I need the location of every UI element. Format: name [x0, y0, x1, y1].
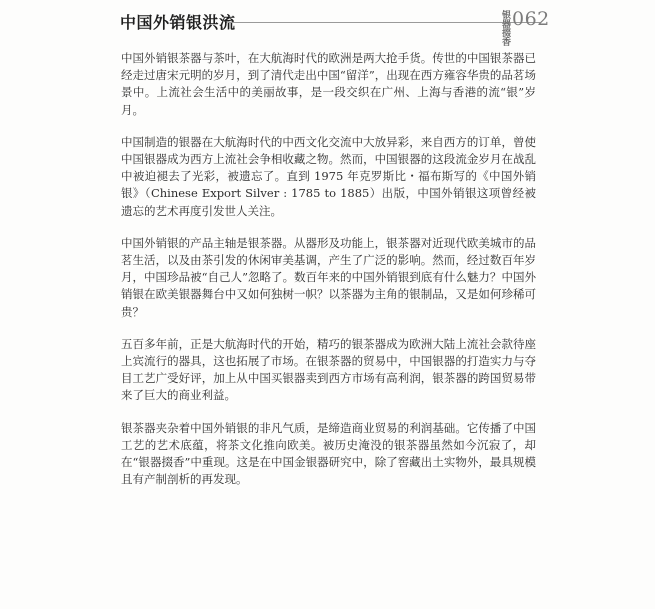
section-title: 中国外销银洪流: [120, 13, 236, 32]
paragraph: 中国制造的银器在大航海时代的中西文化交流中大放异彩，来自西方的订单，曾使中国银器成为西方上流社会争相收藏之物。然而，中国银器的这段流金岁月在战乱中被迫褪去了光彩，被遗忘了。直到 1975 年克罗斯比・福布斯写的《中国外销银》（Chinese Export Silver : 1785 to 1885）出版，中国外销银这项曾经被遗忘的艺术再度引发世人关注。: [121, 134, 536, 218]
running-head-label: 银器掇香: [500, 10, 510, 46]
paragraph: 银茶器夹杂着中国外销银的非凡气质，是缔造商业贸易的利润基础。它传播了中国工艺的艺术底蕴，将茶文化推向欧美。被历史淹没的银茶器虽然如今沉寂了，却在“银器掇香”中重现。这是在中国金银器研究中，除了窖藏出土实物外，最具规模且有产制剖析的再发现。: [121, 420, 536, 487]
page-header: [110, 10, 540, 34]
paragraph: 中国外销银的产品主轴是银茶器。从器形及功能上，银茶器对近现代欧美城市的品茗生活，以及由茶引发的休闲审美基调，产生了广泛的影响。然而，经过数百年岁月，中国珍品被“自己人”忽略了。数百年来的中国外销银到底有什么魅力？中国外销银在欧美银器舞台中又如何独树一帜？以茶器为主角的银制品，又是如何珍稀可贵？: [121, 235, 536, 319]
paragraph: 中国外销银茶器与茶叶，在大航海时代的欧洲是两大抢手货。传世的中国银茶器已经走过唐宋元明的岁月，到了清代走出中国“留洋”，出现在西方雍容华贵的品茗场景中。上流社会生活中的美丽故事，是一段交织在广州、上海与香港的流“银”岁月。: [121, 51, 536, 117]
title-rule: [228, 22, 540, 23]
body-text: [121, 50, 536, 503]
page-number: 062: [512, 8, 550, 30]
paragraph: 五百多年前，正是大航海时代的开始，精巧的银茶器成为欧洲大陆上流社会款待座上宾流行的器具，这也拓展了市场。在银茶器的贸易中，中国银器的打造实力与夺目工艺广受好评，加上从中国买银器卖到西方市场有高利润，银茶器的跨国贸易带来了巨大的商业利益。: [121, 336, 536, 403]
